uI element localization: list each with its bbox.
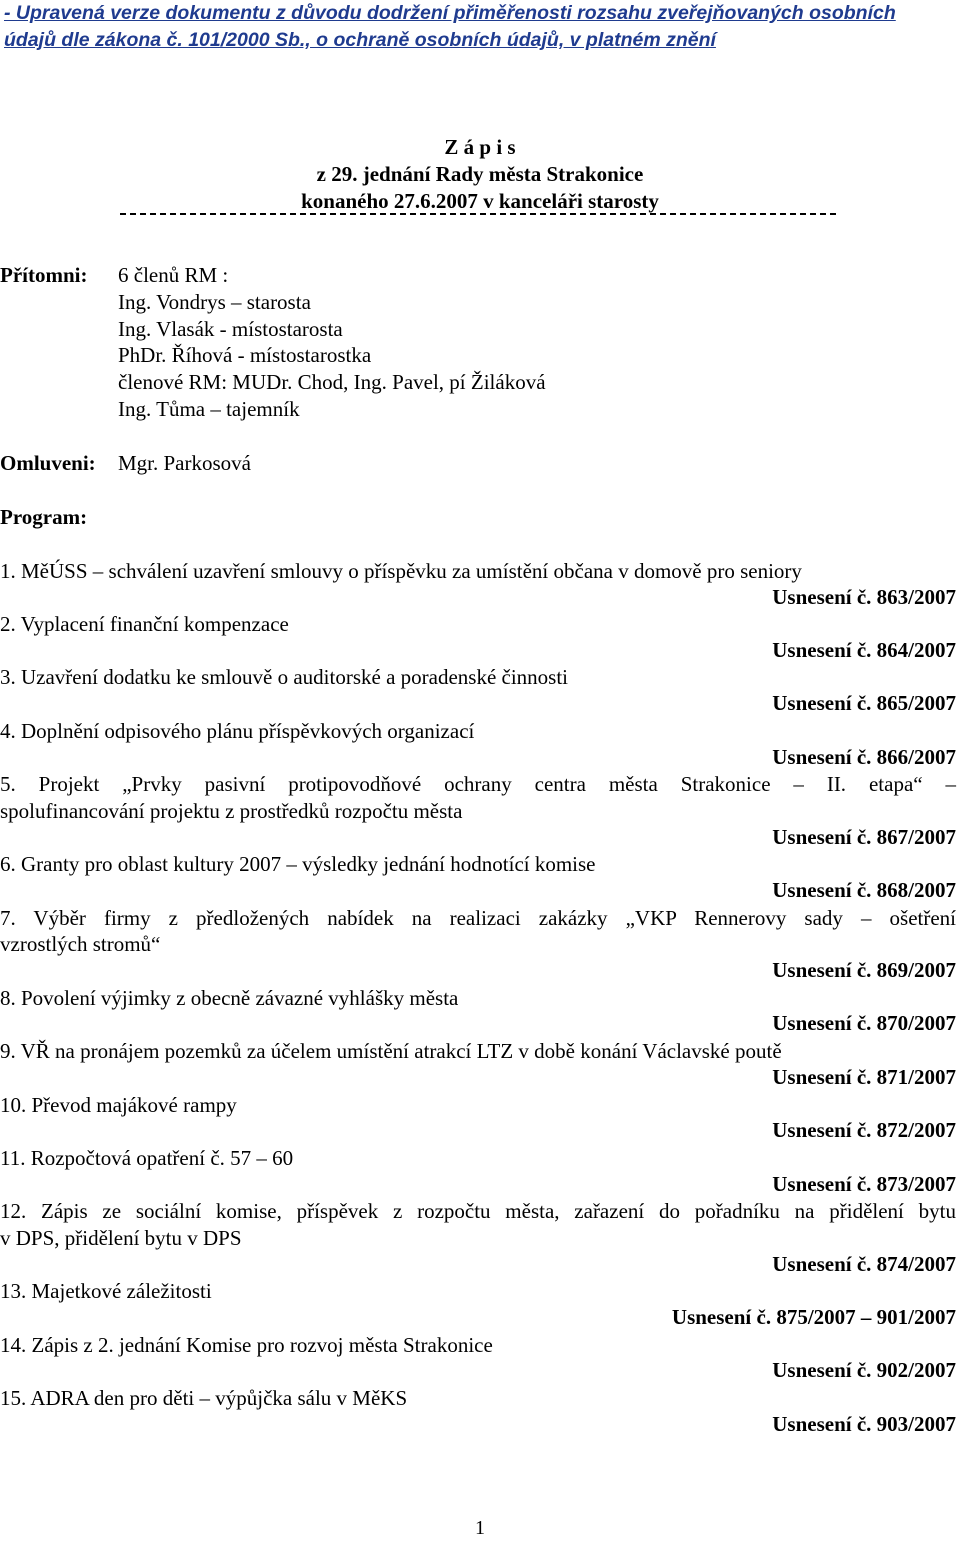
program-item-13: 13. Majetkové záležitosti [0, 1279, 212, 1303]
program-item-10: 10. Převod majákové rampy [0, 1093, 237, 1117]
privacy-notice [4, 0, 954, 54]
document-title-block [0, 134, 960, 215]
program-item-12-cont: v DPS, přidělení bytu v DPS [0, 1226, 242, 1250]
program-item-15: 15. ADRA den pro děti – výpůjčka sálu v MěKS [0, 1386, 408, 1410]
member-3: PhDr. Říhová - místostarostka [118, 343, 372, 367]
program-item-7: 7. Výběr firmy z předložených nabídek na realizaci zakázky „VKP Rennerovy sady – ošetření [0, 906, 956, 930]
resolution-13: Usnesení č. 875/2007 – 901/2007 [671, 1305, 956, 1329]
program-item-2: 2. Vyplacení finanční kompenzace [0, 612, 289, 636]
resolution-4: Usnesení č. 866/2007 [772, 745, 956, 769]
resolution-8: Usnesení č. 870/2007 [772, 1011, 956, 1035]
resolution-10: Usnesení č. 872/2007 [772, 1118, 956, 1142]
resolution-3: Usnesení č. 865/2007 [772, 691, 956, 715]
privacy-notice-line-1: - Upravená verze dokumentu z důvodu dodržení přiměřenosti rozsahu zveřejňovaných osobních [4, 2, 896, 24]
program-item-8: 8. Povolení výjimky z obecně závazné vyhlášky města [0, 986, 459, 1010]
resolution-2: Usnesení č. 864/2007 [772, 638, 956, 662]
resolution-11: Usnesení č. 873/2007 [772, 1172, 956, 1196]
program-item-14: 14. Zápis z 2. jednání Komise pro rozvoj města Strakonice [0, 1333, 493, 1357]
meeting-place: konaného 27.6.2007 v kanceláři starosty [301, 189, 659, 213]
program-item-9: 9. VŘ na pronájem pozemků za účelem umístění atrakcí LTZ v době konání Václavské poutě [0, 1039, 782, 1063]
member-5: Ing. Tůma – tajemník [118, 397, 300, 421]
member-1: Ing. Vondrys – starosta [118, 290, 311, 314]
program-item-12: 12. Zápis ze sociální komise, příspěvek z rozpočtu města, zařazení do pořadníku na přidělení bytu [0, 1199, 956, 1223]
resolution-5: Usnesení č. 867/2007 [772, 825, 956, 849]
present-summary: 6 členů RM : [118, 263, 229, 287]
program-item-5: 5. Projekt „Prvky pasivní protipovodňové ochrany centra města Strakonice – II. etapa“ – [0, 772, 956, 796]
resolution-14: Usnesení č. 902/2007 [772, 1358, 956, 1382]
program-item-6: 6. Granty pro oblast kultury 2007 – výsledky jednání hodnotící komise [0, 852, 596, 876]
program-item-4: 4. Doplnění odpisového plánu příspěvkových organizací [0, 719, 475, 743]
excused-names: Mgr. Parkosová [118, 451, 251, 475]
program-item-11: 11. Rozpočtová opatření č. 57 – 60 [0, 1146, 294, 1170]
resolution-1: Usnesení č. 863/2007 [772, 585, 956, 609]
resolution-9: Usnesení č. 871/2007 [772, 1065, 956, 1089]
resolution-15: Usnesení č. 903/2007 [772, 1412, 956, 1436]
page-number: 1 [475, 1517, 485, 1539]
excused-label: Omluveni: [0, 451, 96, 475]
program-label: Program: [0, 505, 88, 529]
resolution-12: Usnesení č. 874/2007 [772, 1252, 956, 1276]
program-item-3: 3. Uzavření dodatku ke smlouvě o auditorské a poradenské činnosti [0, 665, 569, 689]
program-item-7-cont: vzrostlých stromů“ [0, 932, 161, 956]
resolution-7: Usnesení č. 869/2007 [772, 958, 956, 982]
document-title: Z á p i s [444, 135, 516, 159]
member-4: členové RM: MUDr. Chod, Ing. Pavel, pí Žiláková [118, 370, 546, 394]
program-item-1: 1. MěÚSS – schválení uzavření smlouvy o příspěvku za umístění občana v domově pro seniory [0, 559, 802, 583]
privacy-notice-line-2: údajů dle zákona č. 101/2000 Sb., o ochraně osobních údajů, v platném znění [4, 29, 716, 51]
program-item-5-cont: spolufinancování projektu z prostředků rozpočtu města [0, 799, 463, 823]
present-label: Přítomni: [0, 263, 88, 287]
title-divider [120, 213, 836, 215]
resolution-6: Usnesení č. 868/2007 [772, 878, 956, 902]
document-subtitle: z 29. jednání Rady města Strakonice [316, 162, 644, 186]
member-2: Ing. Vlasák - místostarosta [118, 317, 343, 341]
